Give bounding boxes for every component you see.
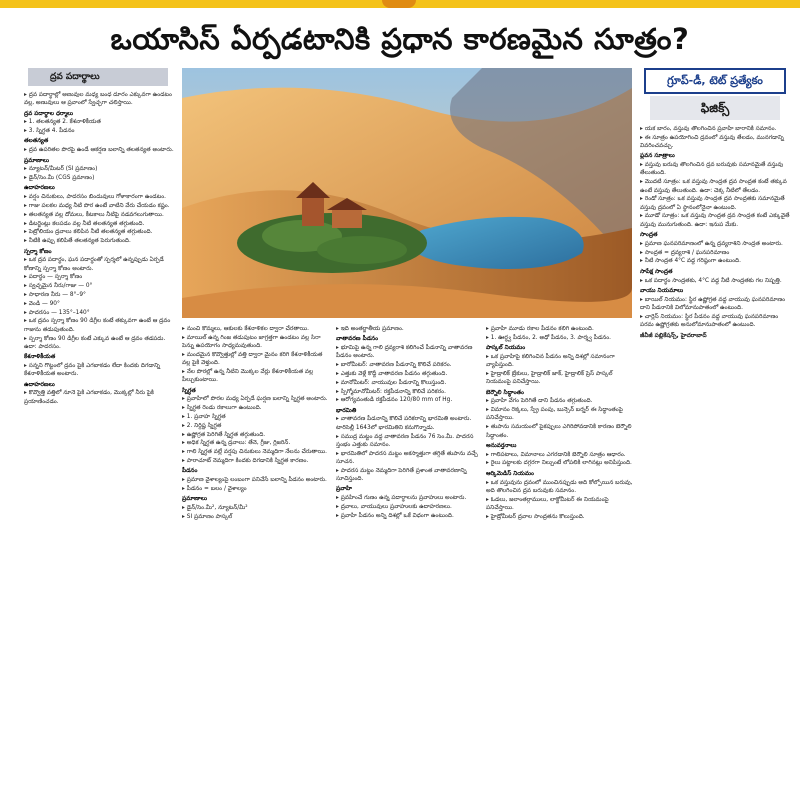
column-2	[182, 325, 332, 805]
text-line: ▸ నీటి సాంద్రత 4°C వద్ద గరిష్ఠంగా ఉంటుంది.	[640, 257, 790, 265]
text-line: ▸ భూమిపై ఉన్న గాలి ద్రవ్యరాశి కలిగించే పీడనాన్ని వాతావరణ పీడనం అంటారు.	[336, 344, 486, 361]
text-line: ▸ స్వచ్ఛమైన నీరు/గాజు — 0°	[24, 282, 174, 290]
text-line: ▸ మొదటి సూత్రం: ఒక వస్తువు సాంద్రత ద్రవ సాంద్రత కంటే తక్కువ ఉంటే వస్తువు తేలుతుంది. ఉదా: చెక్క నీటిలో తేలడం.	[640, 178, 790, 195]
text-line: ▸ పదార్థం — స్పర్శా కోణం	[24, 273, 174, 281]
text-line: ▸ స్పర్శా కోణం 90 డిగ్రీల కంటే ఎక్కువ ఉంటే ఆ ద్రవం తడపదు. ఉదా: పాదరసం.	[24, 335, 174, 352]
subheading: ప్రమాణాలు	[182, 496, 207, 503]
subheading: ప్రమాణాలు	[24, 157, 49, 164]
column-1	[24, 91, 174, 805]
text-line: ▸ డైన్/సెం.మీ², న్యూటన్/మీ²	[182, 504, 332, 512]
text-line: ▸ ప్రవాహి మూడు రకాల పీడనం కలిగి ఉంటుంది.	[486, 325, 636, 333]
text-line: ▸ భారమితిలో పాదరస మట్టం అకస్మాత్తుగా తగ్గితే తుపాను వచ్చే సూచన.	[336, 450, 486, 467]
text-line: ▸ ప్రవహించే గుణం ఉన్న పదార్థాలను ప్రవాహులు అంటారు.	[336, 494, 486, 502]
text-line: ▸ న్యూటన్/మీటర్ (SI ప్రమాణం)	[24, 165, 174, 173]
subheading: పీడనం	[182, 468, 198, 475]
subheading: స్నిగ్ధత	[182, 387, 196, 394]
text-line: ▸ 1. ఊర్ధ్వ పీడనం, 2. అధో పీడనం, 3. పార్శ్వ పీడనం.	[486, 334, 636, 342]
text-line: ▸ గాలిపటాలు, విమానాలు ఎగరడానికి బెర్నౌలి సూత్రం ఆధారం.	[486, 451, 636, 459]
text-line: ▸ గాజు పలకల మధ్య నీటి పొర ఉంటే వాటిని వేరు చేయడం కష్టం.	[24, 202, 174, 210]
publisher-signature: జీవీజీ పబ్లికేషన్స్, హైదరాబాద్	[640, 333, 707, 340]
subheading: కేశనాళికీయత	[24, 354, 56, 361]
text-line: ▸ ద్రవ ఉపరితల పొరపై ఉండే ఆకర్షణ బలాన్ని తలతన్యత అంటారు.	[24, 146, 174, 154]
text-line: ▸ డిటర్జెంట్లు కలపడం వల్ల నీటి తలతన్యత తగ్గుతుంది.	[24, 220, 174, 228]
text-line: ▸ రెండో సూత్రం: ఒక వస్తువు సాంద్రత ద్రవ సాంద్రతకు సమానమైతే వస్తువు ద్రవంలో ఏ స్థానంలోనైనా ఉంటుంది.	[640, 195, 790, 212]
text-line: ▸ రైలు పట్టాలకు దగ్గరగా నిల్చుంటే లోపలికి లాగినట్లు అనిపిస్తుంది.	[486, 459, 636, 467]
subheading: భారమితి	[336, 407, 357, 414]
column-5	[640, 125, 790, 805]
text-line: ▸ ఒక వస్తువును ద్రవంలో ముంచినప్పుడు అది కోల్పోయిన బరువు, అది తొలగించిన ద్రవ బరువుకు సమానం.	[486, 479, 636, 496]
text-line: ▸ విమానం రెక్కలు, స్ప్రే పంపు, బున్సెన్ బర్నర్ ఈ సిద్ధాంతంపై పనిచేస్తాయి.	[486, 406, 636, 423]
section-heading-liquids: ద్రవ పదార్థాలు	[28, 68, 168, 86]
text-line: ▸ ఒక పదార్థం సాంద్రతకు, 4°C వద్ద నీటి సాంద్రతకు గల నిష్పత్తి.	[640, 277, 790, 285]
subheading: సాంద్రత	[640, 232, 658, 239]
text-line: ▸ నీటికి ఉప్పు కలిపితే తలతన్యత పెరుగుతుంది.	[24, 237, 174, 245]
text-line: ▸ ఎత్తుకు వెళ్లే కొద్దీ వాతావరణ పీడనం తగ్గుతుంది.	[336, 370, 486, 378]
text-line: ▸ ఒక ద్రవం స్పర్శా కోణం 90 డిగ్రీల కంటే తక్కువగా ఉంటే ఆ ద్రవం గాజును తడుపుతుంది.	[24, 317, 174, 334]
text-line: ▸ మందమైన కొవ్వొత్తుల్లో వత్తి ద్వారా మైనం కరిగి కేశనాళికీయత వల్ల పైకి వెళ్తుంది.	[182, 351, 332, 368]
text-line: ▸ ఉష్ణోగ్రత పెరిగితే స్నిగ్ధత తగ్గుతుంది.	[182, 431, 332, 439]
group-d-tet-banner: గ్రూప్-డీ, టెట్ ప్రత్యేకం	[644, 68, 786, 94]
subheading: ప్రవాహి	[336, 486, 353, 493]
text-line: ▸ వస్తువు బరువు తొలగించిన ద్రవ బరువుకు సమానమైతే వస్తువు తేలుతుంది.	[640, 161, 790, 178]
text-line: ▸ మాయిల్ ఉన్న గింజ తడుపుటం జాగ్రత్తగా ఉండటం వల్ల సిరా పెన్ను ఉపయోగం సాధ్యమవుతుంది.	[182, 334, 332, 351]
text-line: ▸ బాయిల్ నియమం: స్థిర ఉష్ణోగ్రత వద్ద వాయువు ఘనపరిమాణం దాని పీడనానికి విలోమానుపాతంలో ఉంటుంది.	[640, 296, 790, 313]
text-line: ▸ వెండి — 90°	[24, 300, 174, 308]
text-line: ▸ వర్షం చినుకులు, పాదరసం బిందువులు గోళాకారంగా ఉండటం.	[24, 193, 174, 201]
subheading: వాయు నియమాలు	[640, 287, 684, 294]
oasis-illustration	[182, 68, 632, 318]
text-line: ▸ స్నిగ్ధత రెండు రకాలుగా ఉంటుంది.	[182, 404, 332, 412]
text-line: ▸ SI ప్రమాణం పాస్కల్	[182, 513, 332, 521]
text-line: ▸ పాదరసం — 135°–140°	[24, 309, 174, 317]
text-line: ▸ నుంచి కొమ్మలు, ఆకులకు కేశనాళికల ద్వారా చేరతాయి.	[182, 325, 332, 333]
text-line: ▸ ప్రవాహి వేగం పెరిగితే దాని పీడనం తగ్గుతుంది.	[486, 397, 636, 405]
subheading: ప్లవన సూత్రాలు	[640, 153, 675, 160]
subheading: ఆర్కిమెడిస్ నియమం	[486, 470, 534, 477]
text-line: ▸ 2. నిర్దిష్ట స్నిగ్ధత	[182, 422, 332, 430]
text-line: ▸ హైడ్రోమీటర్ ద్రవాల సాంద్రతను కొలుస్తుంది.	[486, 513, 636, 521]
text-line: ▸ బారోమీటర్: వాతావరణ పీడనాన్ని కొలిచే పరికరం.	[336, 361, 486, 369]
subheading: వాతావరణ పీడనం	[336, 336, 379, 343]
text-line: ▸ డైన్/సెం.మీ (CGS ప్రమాణం)	[24, 174, 174, 182]
subheading: ఉదాహరణలు	[24, 381, 55, 388]
article-headline: ఒయాసిస్ ఏర్పడటానికి ప్రధాన కారణమైన సూత్రం?	[110, 22, 690, 56]
text-line: ▸ ద్రవ పదార్థాల్లో అణువుల మధ్య బంధ దూరం ఎక్కువగా ఉండటం వల్ల, అణువులు ఆ ప్రవాంలో స్వేచ్ఛగా చలిస్తాయి.	[24, 91, 174, 108]
text-line: ▸ సాధారణ నీరు — 8°–9°	[24, 291, 174, 299]
text-line: ▸ 1. తలతన్యత 2. కేశనాళికీయత	[24, 118, 174, 126]
desert-oasis-photo	[182, 68, 632, 318]
text-line: ▸ గాలి స్నిగ్ధత వల్లే వర్షపు చినుకులు నెమ్మదిగా నేలను చేరుతాయి.	[182, 448, 332, 456]
text-line: ▸ ప్రవాహిలో పొరల మధ్య ఏర్పడే ఘర్షణ బలాన్ని స్నిగ్ధత అంటారు.	[182, 395, 332, 403]
text-line: ▸ పారాచూట్ నెమ్మదిగా కిందకు దిగడానికి స్నిగ్ధత కారణం.	[182, 457, 332, 465]
text-line: ▸ మానోమీటర్: వాయువుల పీడనాన్ని కొలుస్తుంది.	[336, 379, 486, 387]
text-line: ▸ పెట్రోలియం ద్రవాలు కలిపిన నీటి తలతన్యత తగ్గుతుంది.	[24, 228, 174, 236]
text-line: ▸ ఒక ప్రవాహిపై కలిగించిన పీడనం అన్ని దిశల్లో సమానంగా వ్యాపిస్తుంది.	[486, 353, 636, 370]
text-line: ▸ ద్రవాలు, వాయువులు ప్రవాహులకు ఉదాహరణలు.	[336, 503, 486, 511]
subheading: బెర్నౌలి సిద్ధాంతం	[486, 389, 524, 396]
text-line: ▸ యక బారం, వస్తువు తొలగించిన ప్రవాహి బారానికి సమానం.	[640, 125, 790, 133]
text-line: ▸ సాంద్రత = ద్రవ్యరాశి / ఘనపరిమాణం	[640, 249, 790, 257]
text-line: ▸ ఈ సూత్రం ఉపయోగించి ద్రవంలో వస్తువు తేలడం, మునగడాన్ని వివరించవచ్చు.	[640, 134, 790, 151]
text-line: ▸ పీడనం = బలం / వైశాల్యం	[182, 485, 332, 493]
text-line: ▸ సన్నని గొట్టంలో ద్రవం పైకి ఎగబాకడం లేదా కిందకు దిగడాన్ని కేశనాళికీయత అంటారు.	[24, 362, 174, 379]
text-line: ▸ ప్రవాహి పీడనం అన్ని దిశల్లో ఒకే విధంగా ఉంటుంది.	[336, 512, 486, 520]
text-line: ▸ 1. ప్రవాహ స్నిగ్ధత	[182, 413, 332, 421]
text-line: ▸ మూడో సూత్రం: ఒక వస్తువు సాంద్రత ద్రవ సాంద్రత కంటే ఎక్కువైతే వస్తువు మునుగుతుంది. ఉదా: ఇనుప మేకు.	[640, 212, 790, 229]
subheading: స్పర్శా కోణం	[24, 248, 52, 255]
text-line: ▸ తుపాను సమయంలో పైకప్పులు ఎగిరిపోవడానికి కారణం బెర్నౌలి సిద్ధాంతం.	[486, 423, 636, 440]
text-line: ▸ ఆరోగ్యవంతుడి రక్తపీడనం 120/80 mm of Hg.	[336, 396, 486, 404]
text-line: ▸ 3. స్నిగ్ధత 4. పీడనం	[24, 127, 174, 135]
subheading: సాపేక్ష సాంద్రత	[640, 268, 673, 275]
text-line: ▸ చార్లెస్ నియమం: స్థిర పీడనం వద్ద వాయువు ఘనపరిమాణం పరమ ఉష్ణోగ్రతకు అనులోమానుపాతంలో ఉంటుంది.	[640, 313, 790, 330]
strip-tab	[382, 0, 416, 8]
subheading: తలతన్యత	[24, 138, 49, 145]
text-line: ▸ సముద్ర మట్టం వద్ద వాతావరణ పీడనం 76 సెం.మీ. పాదరస స్తంభం ఎత్తుకు సమానం.	[336, 433, 486, 450]
column-3	[336, 325, 486, 805]
text-line: ▸ ఓడలు, జలాంతర్గాములు, లాక్టోమీటర్ ఈ నియమంపై పనిచేస్తాయి.	[486, 496, 636, 513]
text-line: ▸ వాతావరణ పీడనాన్ని కొలిచే పరికరాన్ని భారమితి అంటారు. టారిసెల్లీ 1643లో భారమితిని కనుగొన్నాడు.	[336, 415, 486, 432]
text-line: ▸ అధిక స్నిగ్ధత ఉన్న ద్రవాలు: తేనె, గ్రీజు, గ్లిజరిన్.	[182, 439, 332, 447]
subheading: ఉదాహరణలు	[24, 185, 55, 192]
top-color-strip	[0, 0, 800, 8]
subheading: ద్రవ పదార్థాల ధర్మాలు	[24, 110, 74, 117]
text-line: ▸ ఇది అంతర్జాతీయ ప్రమాణం.	[336, 325, 486, 333]
text-line: ▸ స్పిగ్మోమానోమీటర్: రక్తపీడనాన్ని కొలిచే పరికరం.	[336, 388, 486, 396]
subheading: అనువర్తనాలు	[486, 442, 517, 449]
text-line: ▸ ప్రమాణ ఘనపరిమాణంలో ఉన్న ద్రవ్యరాశిని సాంద్రత అంటారు.	[640, 240, 790, 248]
text-line: ▸ నేల పొరల్లో ఉన్న నీటిని మొక్కల వేర్లు కేశనాళికీయత వల్ల పీల్చుకుంటాయి.	[182, 368, 332, 385]
subheading: పాస్కల్ నియమం	[486, 345, 526, 352]
text-line: ▸ పాదరస మట్టం నెమ్మదిగా పెరిగితే ప్రశాంత వాతావరణాన్ని సూచిస్తుంది.	[336, 467, 486, 484]
text-line: ▸ కొవ్వొత్తి వత్తిలో నూనె పైకి ఎగబాకడం, మొక్కల్లో నీరు పైకి ప్రయాణించడం.	[24, 389, 174, 406]
subject-label-physics: ఫిజిక్స్	[650, 96, 780, 120]
column-4	[486, 325, 636, 805]
text-line: ▸ ఒక ద్రవ పదార్థం, ఘన పదార్థంతో స్పర్శలో ఉన్నప్పుడు ఏర్పడే కోణాన్ని స్పర్శా కోణం అంటారు.	[24, 256, 174, 273]
text-line: ▸ తలతన్యత వల్ల దోమలు, కీటకాలు నీటిపై నడవగలుగుతాయి.	[24, 211, 174, 219]
text-line: ▸ ప్రమాణ వైశాల్యంపై లంబంగా పనిచేసే బలాన్ని పీడనం అంటారు.	[182, 476, 332, 484]
text-line: ▸ హైడ్రాలిక్ బ్రేకులు, హైడ్రాలిక్ జాక్, హైడ్రాలిక్ ప్రెస్ పాస్కల్ నియమంపై పనిచేస్తాయి.	[486, 370, 636, 387]
